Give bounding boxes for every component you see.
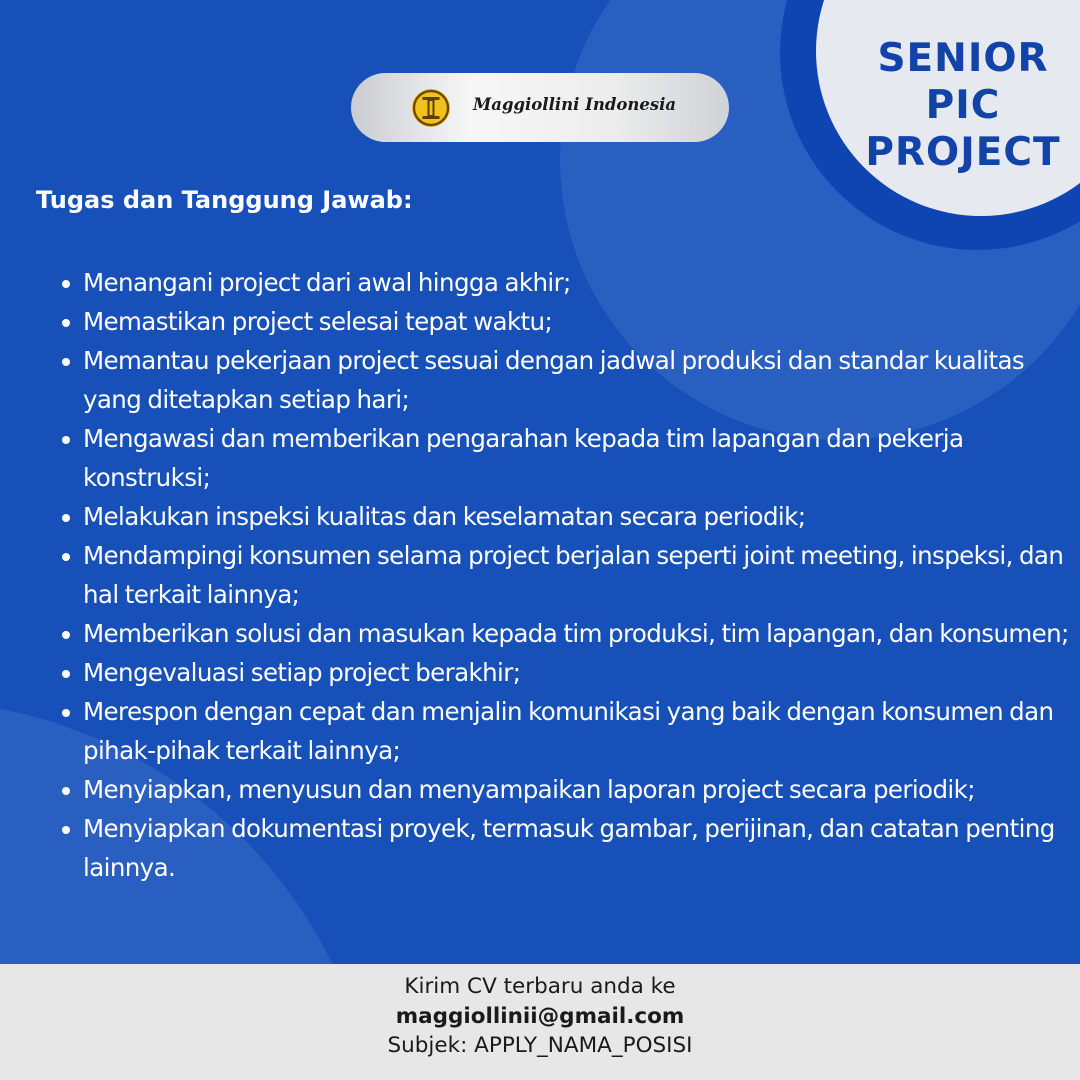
email-subject: Subjek: APPLY_NAMA_POSISI bbox=[387, 1033, 693, 1058]
list-item: Mendampingi konsumen selama project berjalan seperti joint meeting, inspeksi, dan hal terkait lainnya; bbox=[83, 536, 1078, 614]
list-item: Memberikan solusi dan masukan kepada tim produksi, tim lapangan, dan konsumen; bbox=[83, 614, 1078, 653]
company-logo-pill bbox=[351, 73, 729, 142]
footer-instruction: Kirim CV terbaru anda ke bbox=[404, 974, 676, 999]
list-item: Mengawasi dan memberikan pengarahan kepada tim lapangan dan pekerja konstruksi; bbox=[83, 419, 1078, 497]
contact-email: maggiollinii@gmail.com bbox=[395, 1004, 685, 1029]
footer-contact bbox=[0, 964, 1080, 1080]
list-item: Memantau pekerjaan project sesuai dengan jadwal produksi dan standar kualitas yang ditetapkan setiap hari; bbox=[83, 341, 1078, 419]
company-name: Maggiollini Indonesia bbox=[473, 95, 677, 114]
responsibilities-heading: Tugas dan Tanggung Jawab: bbox=[36, 186, 413, 214]
list-item: Merespon dengan cepat dan menjalin komunikasi yang baik dengan konsumen dan pihak-pihak terkait lainnya; bbox=[83, 692, 1078, 770]
list-item: Menangani project dari awal hingga akhir; bbox=[83, 263, 1078, 302]
responsibilities-list bbox=[55, 263, 1078, 887]
list-item: Menyiapkan, menyusun dan menyampaikan laporan project secara periodik; bbox=[83, 770, 1078, 809]
list-item: Melakukan inspeksi kualitas dan keselamatan secara periodik; bbox=[83, 497, 1078, 536]
list-item: Mengevaluasi setiap project berakhir; bbox=[83, 653, 1078, 692]
list-item: Menyiapkan dokumentasi proyek, termasuk gambar, perijinan, dan catatan penting lainnya. bbox=[83, 809, 1078, 887]
list-item: Memastikan project selesai tepat waktu; bbox=[83, 302, 1078, 341]
position-title: SENIOR PIC PROJECT bbox=[865, 36, 1061, 175]
company-logo-icon bbox=[411, 88, 451, 128]
